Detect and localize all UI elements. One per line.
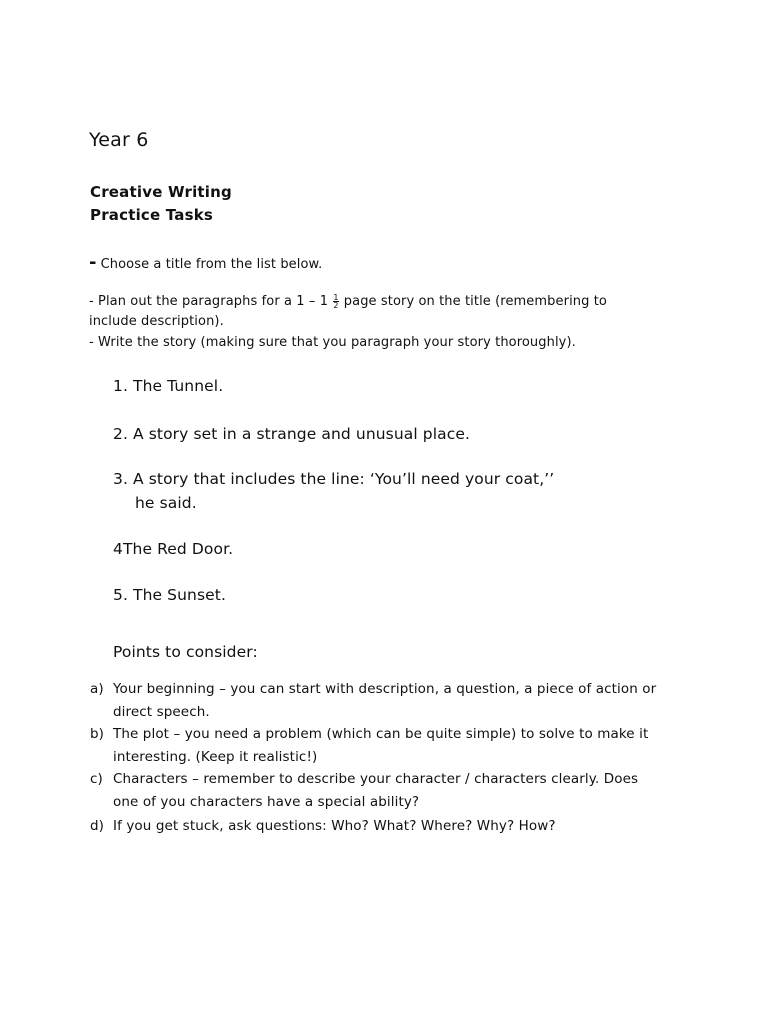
point-c-continued: one of you characters have a special ability? bbox=[113, 794, 420, 810]
instruction-dash: - bbox=[89, 252, 97, 273]
point-a-letter: a) bbox=[90, 681, 104, 697]
point-b bbox=[90, 726, 648, 742]
point-c-text: Characters – remember to describe your character / characters clearly. Does bbox=[113, 771, 639, 787]
option-1: 1. The Tunnel. bbox=[113, 377, 224, 395]
title-line-2: Practice Tasks bbox=[90, 206, 214, 224]
points-heading: Points to consider: bbox=[113, 643, 258, 661]
point-b-letter: b) bbox=[90, 726, 105, 742]
point-c-letter: c) bbox=[90, 771, 103, 787]
point-a bbox=[90, 681, 656, 697]
point-d-letter: d) bbox=[90, 818, 105, 834]
point-c bbox=[90, 771, 638, 787]
instruction-plan-before: - Plan out the paragraphs for a 1 – 1 bbox=[89, 294, 329, 309]
year-heading: Year 6 bbox=[89, 129, 149, 151]
point-d-text: If you get stuck, ask questions: Who? What? Where? Why? How? bbox=[113, 818, 556, 834]
instruction-choose-text: Choose a title from the list below. bbox=[100, 257, 323, 272]
instruction-plan bbox=[89, 294, 607, 309]
option-2: 2. A story set in a strange and unusual place. bbox=[113, 425, 471, 443]
option-3-line-1: 3. A story that includes the line: ‘You’ll need your coat,’’ bbox=[113, 470, 555, 488]
option-5: 5. The Sunset. bbox=[113, 586, 226, 604]
option-3-line-2: he said. bbox=[135, 494, 197, 512]
fraction-half bbox=[333, 294, 338, 309]
title-line-1: Creative Writing bbox=[90, 183, 232, 201]
point-d bbox=[90, 818, 556, 834]
point-b-text: The plot – you need a problem (which can be quite simple) to solve to make it bbox=[113, 726, 649, 742]
fraction-numerator: 1 bbox=[333, 293, 339, 302]
instruction-plan-continued: include description). bbox=[89, 314, 224, 329]
instruction-plan-after: page story on the title (remembering to bbox=[343, 294, 607, 309]
point-a-text: Your beginning – you can start with description, a question, a piece of action or bbox=[113, 681, 657, 697]
instruction-write: - Write the story (making sure that you paragraph your story thoroughly). bbox=[89, 335, 576, 350]
point-b-continued: interesting. (Keep it realistic!) bbox=[113, 749, 318, 765]
instruction-choose bbox=[89, 252, 322, 273]
fraction-denominator: 2 bbox=[333, 301, 339, 310]
point-a-continued: direct speech. bbox=[113, 704, 210, 720]
option-4: 4The Red Door. bbox=[113, 540, 234, 558]
